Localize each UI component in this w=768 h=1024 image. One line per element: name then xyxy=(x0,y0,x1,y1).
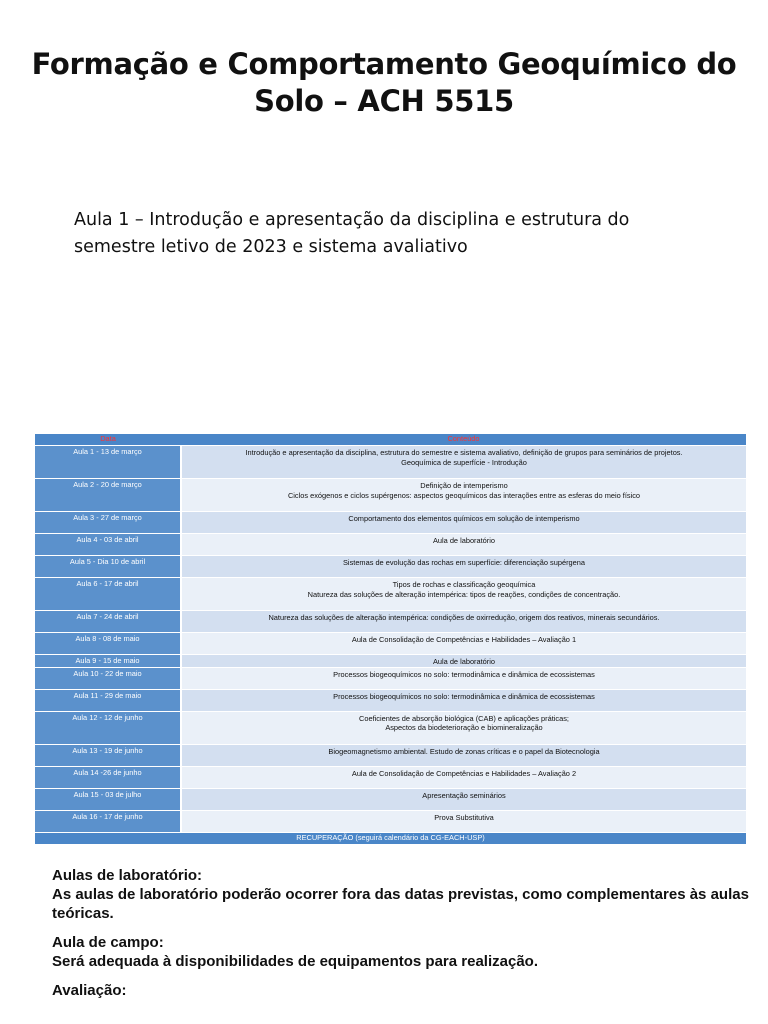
table-row xyxy=(35,479,746,512)
table-row xyxy=(35,810,746,832)
row-content xyxy=(181,689,746,711)
notes-section xyxy=(52,866,752,1010)
row-content xyxy=(181,711,746,744)
row-content-line-1: Aula de Consolidação de Competências e Habilidades – Avaliação 2 xyxy=(351,768,577,778)
row-content-line-1: Tipos de rochas e classificação geoquímica xyxy=(392,580,536,589)
field-note-title: Aula de campo: xyxy=(52,934,164,951)
table-row xyxy=(35,744,746,766)
lab-note-text: As aulas de laboratório poderão ocorrer fora das datas previstas, como complementares às aulas teóricas. xyxy=(52,886,749,922)
row-content-line-1: Aula de laboratório xyxy=(432,657,496,666)
row-date: Aula 3 - 27 de março xyxy=(35,512,181,534)
lab-note xyxy=(52,866,752,923)
row-content-line-2: Natureza das soluções de alteração intempérica: tipos de reações, condições de concentração. xyxy=(307,589,621,599)
table-row xyxy=(35,711,746,744)
table-row xyxy=(35,788,746,810)
lesson-heading-line-1: Aula 1 – Introdução e apresentação da disciplina e estrutura do xyxy=(74,210,630,230)
row-content xyxy=(181,534,746,556)
row-content xyxy=(181,446,746,479)
row-content xyxy=(181,633,746,655)
lesson-heading-line-2: semestre letivo de 2023 e sistema avaliativo xyxy=(74,237,468,257)
field-note-text: Será adequada à disponibilidades de equipamentos para realização. xyxy=(52,953,538,970)
schedule-body xyxy=(35,446,746,833)
table-header-row xyxy=(35,434,746,446)
row-content-line-1: Prova Substitutiva xyxy=(434,812,494,822)
row-date: Aula 10 - 22 de maio xyxy=(35,667,181,689)
row-date: Aula 7 - 24 de abril xyxy=(35,611,181,633)
title-line-2: Solo – ACH 5515 xyxy=(254,84,514,118)
lab-note-title: Aulas de laboratório: xyxy=(52,867,203,884)
table-row xyxy=(35,667,746,689)
table-row xyxy=(35,556,746,578)
evaluation-note xyxy=(52,981,752,1000)
page-title xyxy=(0,46,768,120)
row-content-line-1: Processos biogeoquímicos no solo: termodinâmica e dinâmica de ecossistemas xyxy=(333,669,595,679)
row-content-line-1: Natureza das soluções de alteração intempérica: condições de oxirredução, origem dos reativos, minerais secundários. xyxy=(268,613,660,622)
recovery-note: RECUPERAÇÃO (seguirá calendário da CG-EACH-USP) xyxy=(35,832,746,844)
row-date: Aula 1 - 13 de março xyxy=(35,446,181,479)
title-line-1: Formação e Comportamento Geoquímico do xyxy=(31,47,737,81)
header-content: Conteúdo xyxy=(181,434,746,446)
row-content xyxy=(181,578,746,611)
table-row xyxy=(35,578,746,611)
row-content-line-2: Ciclos exógenos e ciclos supérgenos: aspectos geoquímicos das interações entre as esferas do meio físico xyxy=(287,490,641,500)
row-content xyxy=(181,611,746,633)
row-content-line-1: Introdução e apresentação da disciplina, estrutura do semestre e sistema avaliativo, definição de grupos para seminários de projetos. xyxy=(245,448,683,457)
row-content-line-2: Geoquímica de superfície - Introdução xyxy=(401,457,527,467)
table-row xyxy=(35,655,746,668)
row-content-line-1: Apresentação seminários xyxy=(422,790,506,800)
row-content xyxy=(181,667,746,689)
row-date: Aula 14 -26 de junho xyxy=(35,766,181,788)
evaluation-note-title: Avaliação: xyxy=(52,982,127,999)
table-row xyxy=(35,512,746,534)
row-content-line-1: Biogeomagnetismo ambiental. Estudo de zonas críticas e o papel da Biotecnologia xyxy=(328,746,600,756)
row-date: Aula 15 - 03 de julho xyxy=(35,788,181,810)
row-date: Aula 11 - 29 de maio xyxy=(35,689,181,711)
table-row xyxy=(35,766,746,788)
row-content xyxy=(181,655,746,668)
row-date: Aula 8 - 08 de maio xyxy=(35,633,181,655)
lesson-heading xyxy=(74,207,714,261)
table-footer-row xyxy=(35,832,746,844)
row-content-line-1: Sistemas de evolução das rochas em superfície: diferenciação supérgena xyxy=(343,558,585,567)
row-date: Aula 2 - 20 de março xyxy=(35,479,181,512)
row-content-line-1: Aula de laboratório xyxy=(432,536,496,545)
row-content xyxy=(181,479,746,512)
row-content-line-1: Coeficientes de absorção biológica (CAB) e aplicações práticas; xyxy=(359,713,569,723)
row-content-line-1: Aula de Consolidação de Competências e Habilidades – Avaliação 1 xyxy=(351,635,577,644)
row-date: Aula 12 - 12 de junho xyxy=(35,711,181,744)
field-note xyxy=(52,933,752,971)
row-content xyxy=(181,744,746,766)
row-date: Aula 9 - 15 de maio xyxy=(35,655,181,668)
row-content-line-1: Processos biogeoquímicos no solo: termodinâmica e dinâmica de ecossistemas xyxy=(333,691,595,701)
table-row xyxy=(35,633,746,655)
schedule-table xyxy=(35,434,746,845)
header-date: Data xyxy=(35,434,181,446)
table-row xyxy=(35,446,746,479)
row-content xyxy=(181,556,746,578)
row-content-line-1: Comportamento dos elementos químicos em solução de intemperismo xyxy=(348,514,580,523)
row-date: Aula 6 - 17 de abril xyxy=(35,578,181,611)
row-date: Aula 5 - Dia 10 de abril xyxy=(35,556,181,578)
table-row xyxy=(35,534,746,556)
row-content xyxy=(181,766,746,788)
row-date: Aula 13 - 19 de junho xyxy=(35,744,181,766)
row-content xyxy=(181,788,746,810)
row-date: Aula 16 - 17 de junho xyxy=(35,810,181,832)
row-content-line-1: Definição de intemperismo xyxy=(420,481,508,490)
table-row xyxy=(35,689,746,711)
row-content-line-2: Aspectos da biodeterioração e biomineralização xyxy=(385,723,543,732)
row-content xyxy=(181,512,746,534)
table-row xyxy=(35,611,746,633)
row-content xyxy=(181,810,746,832)
row-date: Aula 4 - 03 de abril xyxy=(35,534,181,556)
